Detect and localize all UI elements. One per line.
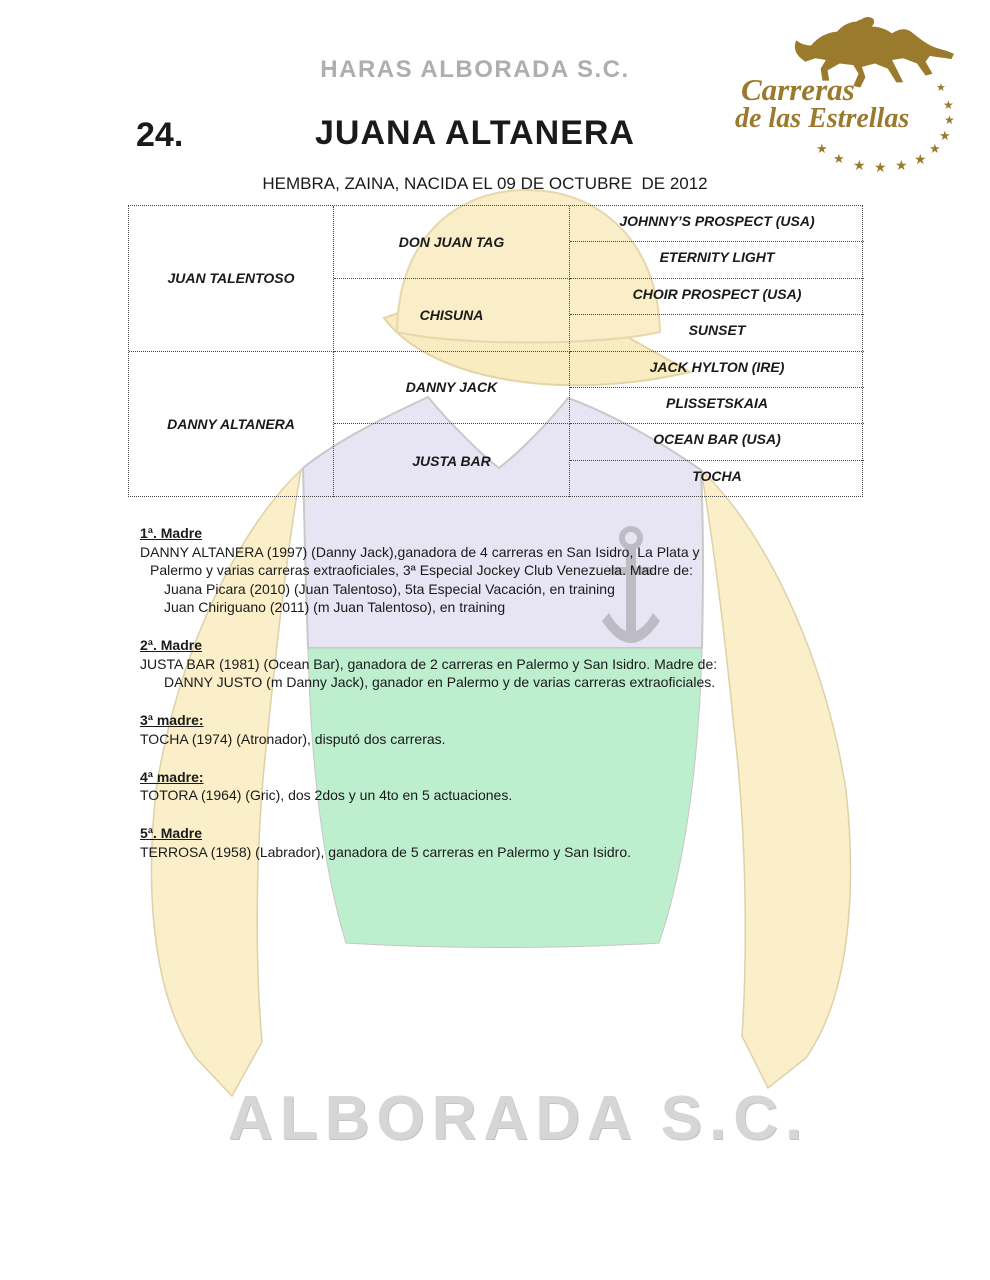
madre-block-5 <box>140 824 866 861</box>
logo-text-line1: Carreras <box>741 72 855 107</box>
madre-line: Palermo y varias carreras extraoficiales, 3ª Especial Jockey Club Venezuela. Madre de: <box>150 562 693 578</box>
horse-description: HEMBRA, ZAINA, NACIDA EL 09 DE OCTUBRE DE 2012 <box>262 174 708 193</box>
pedigree-gen3-cell: PLISSETSKAIA <box>570 388 864 424</box>
madre-line: DANNY ALTANERA (1997) (Danny Jack),ganadora de 4 carreras en San Isidro, La Plata y <box>140 543 700 560</box>
catalog-number: 24. <box>136 116 184 154</box>
pedigree-gen3-cell: JOHNNY’S PROSPECT (USA) <box>570 206 864 242</box>
pedigree-gen3-cell: CHOIR PROSPECT (USA) <box>570 279 864 315</box>
carreras-logo <box>733 12 985 180</box>
star-icon: ★ <box>853 157 866 173</box>
star-icon: ★ <box>833 151 845 166</box>
pedigree-gen3-cell: JACK HYLTON (IRE) <box>570 352 864 388</box>
pedigree-gen2-cell: DON JUAN TAG <box>334 206 570 279</box>
pedigree-sire: JUAN TALENTOSO <box>129 206 334 352</box>
pedigree-gen3-cell: TOCHA <box>692 467 742 484</box>
madre-line: JUSTA BAR (1981) (Ocean Bar), ganadora de 2 carreras en Palermo y San Isidro. Madre de: <box>140 655 718 672</box>
madre-line: TOCHA (1974) (Atronador), disputó dos carreras. <box>140 730 446 747</box>
star-icon: ★ <box>939 128 951 143</box>
star-icon: ★ <box>936 82 946 94</box>
madre-line: TOTORA (1964) (Gric), dos 2dos y un 4to en 5 actuaciones. <box>140 787 513 803</box>
madre-heading: 1ª. Madre <box>140 525 202 541</box>
madre-line: Juana Picara (2010) (Juan Talentoso), 5ta Especial Vacación, en training <box>164 580 615 597</box>
madre-block-3 <box>140 711 866 748</box>
pedigree-dam: DANNY ALTANERA <box>129 352 334 498</box>
madre-line: DANNY JUSTO (m Danny Jack), ganador en Palermo y de varias carreras extraoficiales. <box>164 674 716 690</box>
madre-line: TERROSA (1958) (Labrador), ganadora de 5 carreras en Palermo y San Isidro. <box>140 843 632 860</box>
star-icon: ★ <box>944 113 955 127</box>
star-icon: ★ <box>816 141 828 156</box>
haras-header: HARAS ALBORADA S.C. <box>320 56 630 83</box>
madre-line: Juan Chiriguano (2011) (m Juan Talentoso), en training <box>164 599 506 615</box>
pedigree-table <box>128 205 863 497</box>
madre-heading: 2ª. Madre <box>140 637 202 653</box>
madre-heading: 5ª. Madre <box>140 825 202 841</box>
page-title: JUANA ALTANERA <box>315 114 635 152</box>
star-icon: ★ <box>874 159 887 175</box>
footer-watermark: ALBORADA S.C. <box>228 1084 810 1153</box>
star-icon: ★ <box>914 151 927 167</box>
madres-section <box>140 524 866 881</box>
logo-text-line2: de las Estrellas <box>735 103 910 134</box>
pedigree-gen2-cell: JUSTA BAR <box>334 424 570 497</box>
pedigree-gen3-cell: OCEAN BAR (USA) <box>570 424 864 460</box>
pedigree-gen2-cell: CHISUNA <box>334 279 570 352</box>
madre-heading: 3ª madre: <box>140 712 204 728</box>
star-icon: ★ <box>943 98 954 112</box>
madre-block-4 <box>140 768 866 805</box>
pedigree-gen3-cell: SUNSET <box>570 315 864 351</box>
pedigree-gen2-cell: DANNY JACK <box>334 352 570 425</box>
madre-heading: 4ª madre: <box>140 768 204 785</box>
star-icon: ★ <box>895 157 908 173</box>
pedigree-gen3-cell: ETERNITY LIGHT <box>570 242 864 278</box>
star-icon: ★ <box>922 66 932 78</box>
madre-block-1 <box>140 524 866 617</box>
madre-block-2 <box>140 636 866 692</box>
star-icon: ★ <box>929 141 941 156</box>
